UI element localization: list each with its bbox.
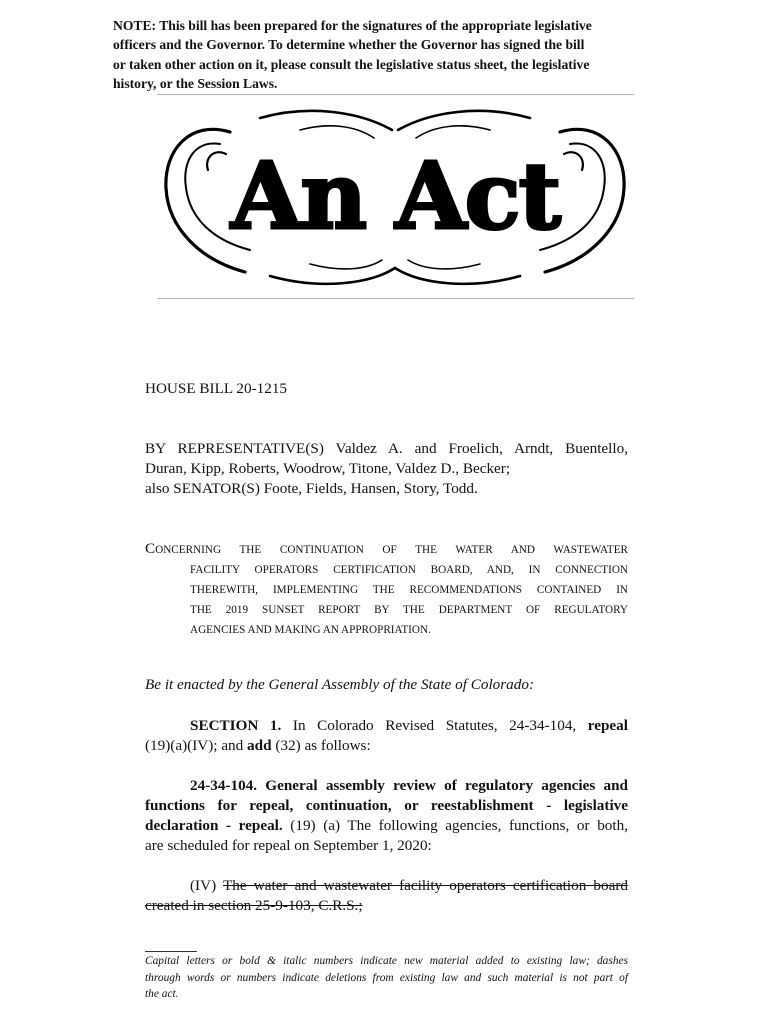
section-1-line [145, 716, 628, 736]
statute-24-34-104 [145, 776, 628, 856]
title-line: THEREWITH, IMPLEMENTING THE RECOMMENDATIONS CONTAINED IN [190, 584, 628, 596]
statute-heading-line: functions for repeal, continuation, or reestablishment - legislative [145, 797, 628, 814]
repeal-keyword: repeal [587, 717, 628, 734]
statute-text: (19) (a) The following agencies, functions, or both, [282, 817, 628, 834]
bill-number: HOUSE BILL 20-1215 [145, 380, 288, 397]
an-act-flourish-graphic [160, 100, 630, 292]
footnote-line: the act. [145, 988, 179, 1000]
statute-line: are scheduled for repeal on September 1, 2020: [145, 837, 432, 854]
note-line: history, or the Session Laws. [113, 76, 278, 92]
an-act-banner [160, 100, 630, 292]
bill-title [145, 539, 628, 640]
footnote-line: Capital letters or bold & italic numbers indicate new material added to existing law; dashes [145, 955, 628, 967]
title-first-letter: C [145, 540, 156, 557]
banner-top-divider [157, 94, 634, 95]
section-1-line [145, 736, 628, 756]
title-line-text: ONCERNING THE CONTINUATION OF THE WATER AND WASTEWATER [155, 544, 628, 556]
deleted-text: The water and wastewater facility operators certification board [223, 877, 628, 894]
enacting-clause: Be it enacted by the General Assembly of the State of Colorado: [145, 676, 535, 693]
sponsor-line: BY REPRESENTATIVE(S) Valdez A. and Froelich, Arndt, Buentello, [145, 440, 628, 457]
footnote-divider [145, 951, 197, 952]
sponsors-block [145, 439, 628, 499]
add-keyword: add [247, 737, 272, 754]
deleted-text: created in section 25-9-103, C.R.S.; [145, 897, 363, 914]
footnote-line: through words or numbers indicate deletions from existing law and such material is not part of [145, 971, 628, 984]
note-line: officers and the Governor. To determine whether the Governor has signed the bill [113, 37, 585, 53]
subparagraph-label: (IV) [190, 877, 224, 894]
note-line: NOTE: This bill has been prepared for the signatures of the appropriate legislative [113, 18, 592, 33]
section-heading: SECTION 1. [190, 717, 282, 734]
an-act-title: An Act [230, 142, 560, 250]
section-1 [145, 716, 628, 756]
note-line: or taken other action on it, please consult the legislative status sheet, the legislative [113, 56, 590, 72]
statute-line [145, 816, 628, 836]
legislative-note [113, 16, 653, 94]
subparagraph-line [145, 896, 628, 916]
title-line: THE 2019 SUNSET REPORT BY THE DEPARTMENT OF REGULATORY [190, 604, 628, 616]
subparagraph-line [145, 876, 628, 896]
title-line: AGENCIES AND MAKING AN APPROPRIATION. [190, 624, 431, 636]
title-line [145, 539, 628, 560]
statute-heading-line: 24-34-104. General assembly review of regulatory agencies and [190, 777, 628, 794]
sponsor-line: Duran, Kipp, Roberts, Woodrow, Titone, Valdez D., Becker; [145, 460, 511, 477]
footnote [145, 953, 628, 1003]
title-line: FACILITY OPERATORS CERTIFICATION BOARD, AND, IN CONNECTION [190, 564, 628, 576]
sponsor-line: also SENATOR(S) Foote, Fields, Hansen, Story, Todd. [145, 480, 478, 497]
section-text: In Colorado Revised Statutes, 24-34-104, [281, 717, 588, 734]
section-text: (32) as follows: [271, 737, 371, 754]
banner-bottom-divider [157, 298, 634, 299]
section-text: (19)(a)(IV); and [145, 737, 248, 754]
subparagraph-iv [145, 876, 628, 916]
statute-heading-end: declaration - repeal. [145, 817, 283, 834]
